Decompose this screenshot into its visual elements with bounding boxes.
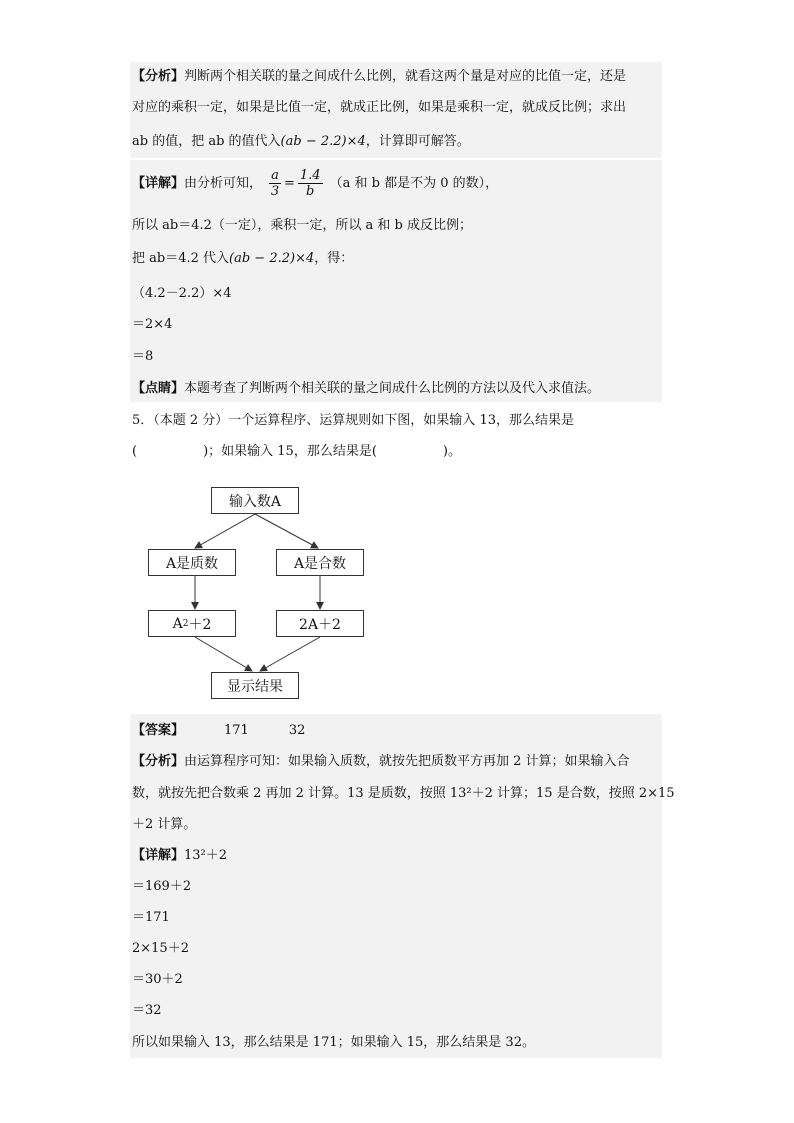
q5-detail-first: 13²＋2 (184, 848, 228, 863)
analysis-label: 【分析】 (132, 69, 185, 84)
q5-analysis-line-3: ＋2 计算。 (132, 817, 197, 832)
q5-blank-open-1: ( (132, 444, 138, 459)
substitution-prefix: 把 ab＝4.2 代入 (132, 251, 230, 266)
fraction-1-4-over-b: $\frac{1.4}{b}$ (299, 168, 321, 199)
flow-output-box: 显示结果 (211, 672, 299, 699)
equals-sign: = (283, 176, 295, 191)
analysis-text-3b: ，计算即可解答。 (365, 134, 470, 149)
comment-label: 【点睛】 (132, 381, 185, 396)
q5-analysis-line-2: 数，就按先把合数乘 2 再加 2 计算。13 是质数，按照 13²＋2 计算；15 是合数，按照 2×15 (132, 786, 675, 801)
calc-line-2: ＝2×4 (132, 317, 173, 332)
calc-line-3: ＝8 (132, 349, 154, 364)
substitution-expression-2: (ab − 2.2)×4 (229, 251, 315, 266)
q5-detail-line (132, 847, 227, 865)
detail-prefix: 由分析可知， (184, 176, 263, 191)
q5-step-5: ＝32 (132, 1003, 162, 1018)
q5-stem-end: )。 (442, 444, 461, 459)
analysis-text-3a: ab 的值，把 ab 的值代入 (132, 134, 281, 149)
flow-prime-box: A是质数 (148, 549, 236, 576)
analysis-line-2: 对应的乘积一定，如果是比值一定，就成正比例，如果是乘积一定，就成反比例；求出 (132, 100, 627, 115)
flow-double-plus-two-box: 2A＋2 (276, 610, 364, 637)
q5-analysis-label: 【分析】 (132, 754, 185, 769)
substitution-suffix: ，得： (314, 251, 354, 266)
q5-analysis-line-1 (132, 753, 630, 771)
flow-square-plus-two-box: A 2 ＋2 (148, 610, 236, 637)
q5-conclusion: 所以如果输入 13，那么结果是 171；如果输入 15，那么结果是 32。 (132, 1035, 535, 1050)
q5-stem-mid: )；如果输入 15，那么结果是( (203, 444, 377, 459)
answer-line (132, 722, 305, 740)
answer-value-1: 171 (224, 723, 249, 738)
q5-analysis-text-1: 由运算程序可知：如果输入质数，就按先把质数平方再加 2 计算；如果输入合 (184, 754, 630, 769)
answer-label: 【答案】 (132, 723, 185, 738)
q5-step-3: 2×15＋2 (132, 941, 189, 956)
answer-value-2: 32 (288, 723, 306, 738)
comment-text: 本题考查了判断两个相关联的量之间成什么比例的方法以及代入求值法。 (184, 381, 601, 396)
flow-composite-box: A是合数 (276, 549, 364, 576)
calc-line-1: （4.2－2.2）×4 (132, 286, 232, 301)
analysis-text-1: 判断两个相关联的量之间成什么比例，就看这两个量是对应的比值一定，还是 (184, 69, 627, 84)
q5-step-2: ＝171 (132, 910, 170, 925)
detail-line-2: 所以 ab＝4.2（一定），乘积一定，所以 a 和 b 成反比例； (132, 218, 472, 233)
flow-input-box: 输入数A (211, 487, 299, 514)
detail-suffix: （a 和 b 都是不为 0 的数）， (329, 176, 499, 191)
q5-step-4: ＝30＋2 (132, 972, 183, 987)
q5-stem-line-1: 5．（本题 2 分）一个运算程序、运算规则如下图，如果输入 13，那么结果是 (132, 413, 574, 428)
detail-label: 【详解】 (132, 176, 185, 191)
q5-detail-label: 【详解】 (132, 848, 185, 863)
substitution-expression: (ab − 2.2)×4 (280, 134, 366, 149)
q5-step-1: ＝169＋2 (132, 879, 192, 894)
fraction-a-over-3: $\frac{a}{3}$ (270, 168, 280, 199)
